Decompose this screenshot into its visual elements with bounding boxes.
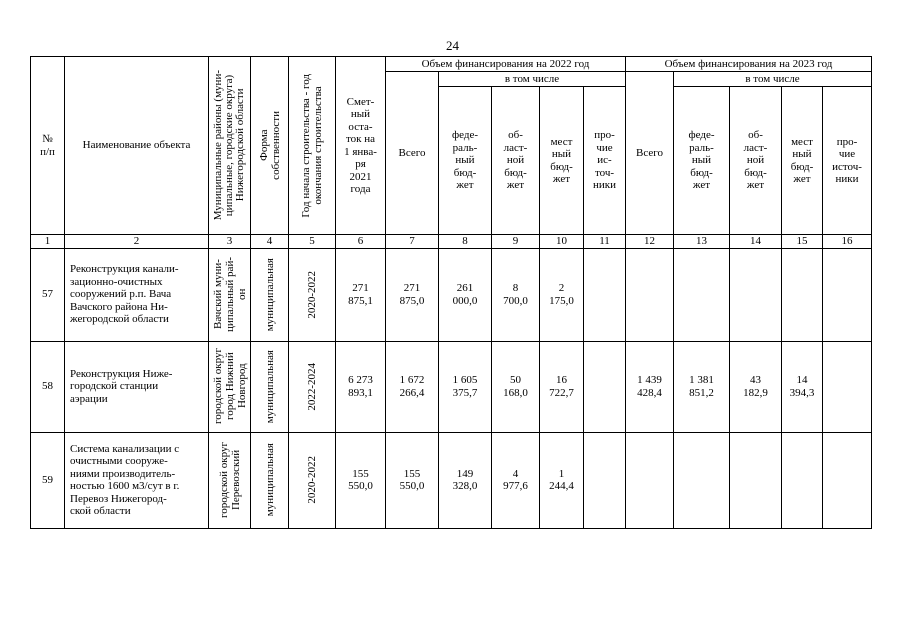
ownership [251,432,289,528]
construction-years-text: 2020-2022 [306,270,318,319]
district-text: городской округ город Нижний Новгород [211,348,248,425]
regional-2022: 4 977,6 [492,432,540,528]
other-2022 [584,341,626,432]
row-number: 57 [31,248,65,341]
header-districts [209,57,251,235]
header-other-2023: про- чие источ- ники [823,87,872,235]
construction-years [289,341,336,432]
row-number: 59 [31,432,65,528]
construction-years-text: 2022-2024 [306,362,318,411]
federal-2023 [674,248,730,341]
total-2022: 271 875,0 [386,248,439,341]
page-number: 24 [446,38,459,53]
district [209,248,251,341]
column-number: 16 [823,235,872,249]
local-2022: 16 722,7 [540,341,584,432]
federal-2022: 149 328,0 [439,432,492,528]
other-2023 [823,432,872,528]
regional-2022: 50 168,0 [492,341,540,432]
header-federal-2023: феде- раль- ный бюд- жет [674,87,730,235]
ownership-text: муниципальная [263,349,276,424]
district-text: Вачский муни- ципальный рай- он [211,257,248,332]
total-2022: 155 550,0 [386,432,439,528]
column-numbers-row [31,235,872,249]
regional-2022: 8 700,0 [492,248,540,341]
header-total-2022: Всего [386,72,439,235]
header-districts-text: Муниципальные районы (муни- ципальные, городские округа) Нижегородской области [212,70,246,221]
header-remainder: Смет- ный оста- ток на 1 янва- ря 2021 года [336,57,386,235]
header-num: № п/п [31,57,65,235]
estimated-remainder: 155 550,0 [336,432,386,528]
header-regional-2022: об- ласт- ной бюд- жет [492,87,540,235]
header-ownership [251,57,289,235]
district [209,432,251,528]
column-number: 8 [439,235,492,249]
federal-2023 [674,432,730,528]
column-number: 2 [65,235,209,249]
header-name: Наименование объекта [65,57,209,235]
header-years [289,57,336,235]
financing-table [30,56,872,529]
header-federal-2022: феде- раль- ный бюд- жет [439,87,492,235]
header-incl-2023: в том числе [674,72,872,87]
construction-years-text: 2020-2022 [306,456,318,504]
regional-2023 [730,248,782,341]
object-name: Реконструкция Ниже- городской станции аэрации [65,341,209,432]
column-number: 11 [584,235,626,249]
regional-2023 [730,432,782,528]
total-2023: 1 439 428,4 [626,341,674,432]
total-2023 [626,432,674,528]
column-number: 6 [336,235,386,249]
federal-2023: 1 381 851,2 [674,341,730,432]
header-fin-2022: Объем финансирования на 2022 год [386,57,626,72]
column-number: 3 [209,235,251,249]
ownership [251,248,289,341]
construction-years [289,248,336,341]
other-2022 [584,432,626,528]
column-number: 13 [674,235,730,249]
header-other-2022: про- чие ис- точ- ники [584,87,626,235]
header-local-2022: мест ный бюд- жет [540,87,584,235]
regional-2023: 43 182,9 [730,341,782,432]
column-number: 5 [289,235,336,249]
header-fin-2023: Объем финансирования на 2023 год [626,57,872,72]
estimated-remainder: 6 273 893,1 [336,341,386,432]
local-2022: 2 175,0 [540,248,584,341]
header-regional-2023: об- ласт- ной бюд- жет [730,87,782,235]
local-2022: 1 244,4 [540,432,584,528]
ownership-text: муниципальная [263,257,276,332]
local-2023: 14 394,3 [782,341,823,432]
column-number: 9 [492,235,540,249]
column-number: 1 [31,235,65,249]
column-number: 4 [251,235,289,249]
other-2023 [823,248,872,341]
other-2022 [584,248,626,341]
column-number: 7 [386,235,439,249]
ownership-text: муниципальная [263,443,276,517]
object-name: Система канализации с очистными сооруже- ниями производитель- ностью 1600 м3/сут в г. Перевоз Нижегород- ской области [65,432,209,528]
header-incl-2022: в том числе [439,72,626,87]
column-number: 15 [782,235,823,249]
table-row [31,341,872,432]
federal-2022: 1 605 375,7 [439,341,492,432]
federal-2022: 261 000,0 [439,248,492,341]
construction-years [289,432,336,528]
column-number: 14 [730,235,782,249]
column-number: 10 [540,235,584,249]
object-name: Реконструкция канали- зационно-очистных сооружений р.п. Вача Вачского района Ни- жегородской области [65,248,209,341]
estimated-remainder: 271 875,1 [336,248,386,341]
local-2023 [782,432,823,528]
other-2023 [823,341,872,432]
table-row [31,248,872,341]
header-total-2023: Всего [626,72,674,235]
column-number: 12 [626,235,674,249]
header-ownership-text: Форма собственности [257,111,282,180]
table-row [31,432,872,528]
district-text: городской округ Перевозский [217,441,242,519]
header-years-text: Год начала строительства - год окончания строительства [300,73,324,218]
total-2023 [626,248,674,341]
total-2022: 1 672 266,4 [386,341,439,432]
ownership [251,341,289,432]
district [209,341,251,432]
header-local-2023: мест ный бюд- жет [782,87,823,235]
row-number: 58 [31,341,65,432]
local-2023 [782,248,823,341]
